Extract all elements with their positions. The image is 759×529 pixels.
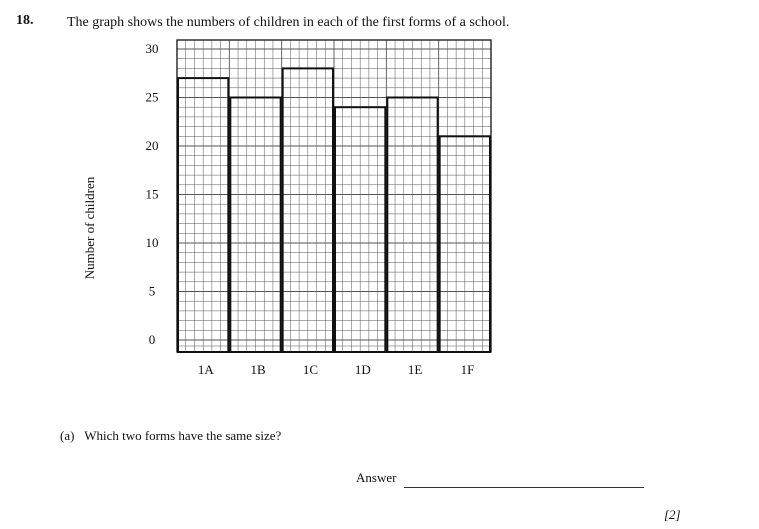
x-tick-label: 1C xyxy=(302,362,319,377)
question-number: 18. xyxy=(16,13,34,28)
x-tick-label: 1D xyxy=(354,362,371,377)
y-axis-label: Number of children xyxy=(82,176,97,280)
part-a-label: (a) xyxy=(60,428,75,443)
answer-line[interactable] xyxy=(404,487,644,488)
question-text: The graph shows the numbers of children in each of the first forms of a school. xyxy=(67,15,510,30)
y-tick-label: 0 xyxy=(148,332,156,347)
y-tick-label: 25 xyxy=(145,89,159,105)
part-a-text: Which two forms have the same size? xyxy=(84,428,282,443)
y-tick-label: 30 xyxy=(145,41,159,56)
x-tick-label: 1B xyxy=(250,362,266,377)
y-tick-label: 15 xyxy=(145,186,159,202)
answer-label: Answer xyxy=(356,470,397,485)
marks-label: [2] xyxy=(664,507,681,522)
y-tick-label: 10 xyxy=(145,235,159,250)
part-a-question xyxy=(60,428,281,444)
y-tick-label: 5 xyxy=(148,283,156,299)
y-tick-label: 20 xyxy=(145,138,159,153)
x-tick-label: 1F xyxy=(460,362,475,377)
x-tick-label: 1A xyxy=(197,362,214,377)
x-tick-label: 1E xyxy=(407,362,423,377)
